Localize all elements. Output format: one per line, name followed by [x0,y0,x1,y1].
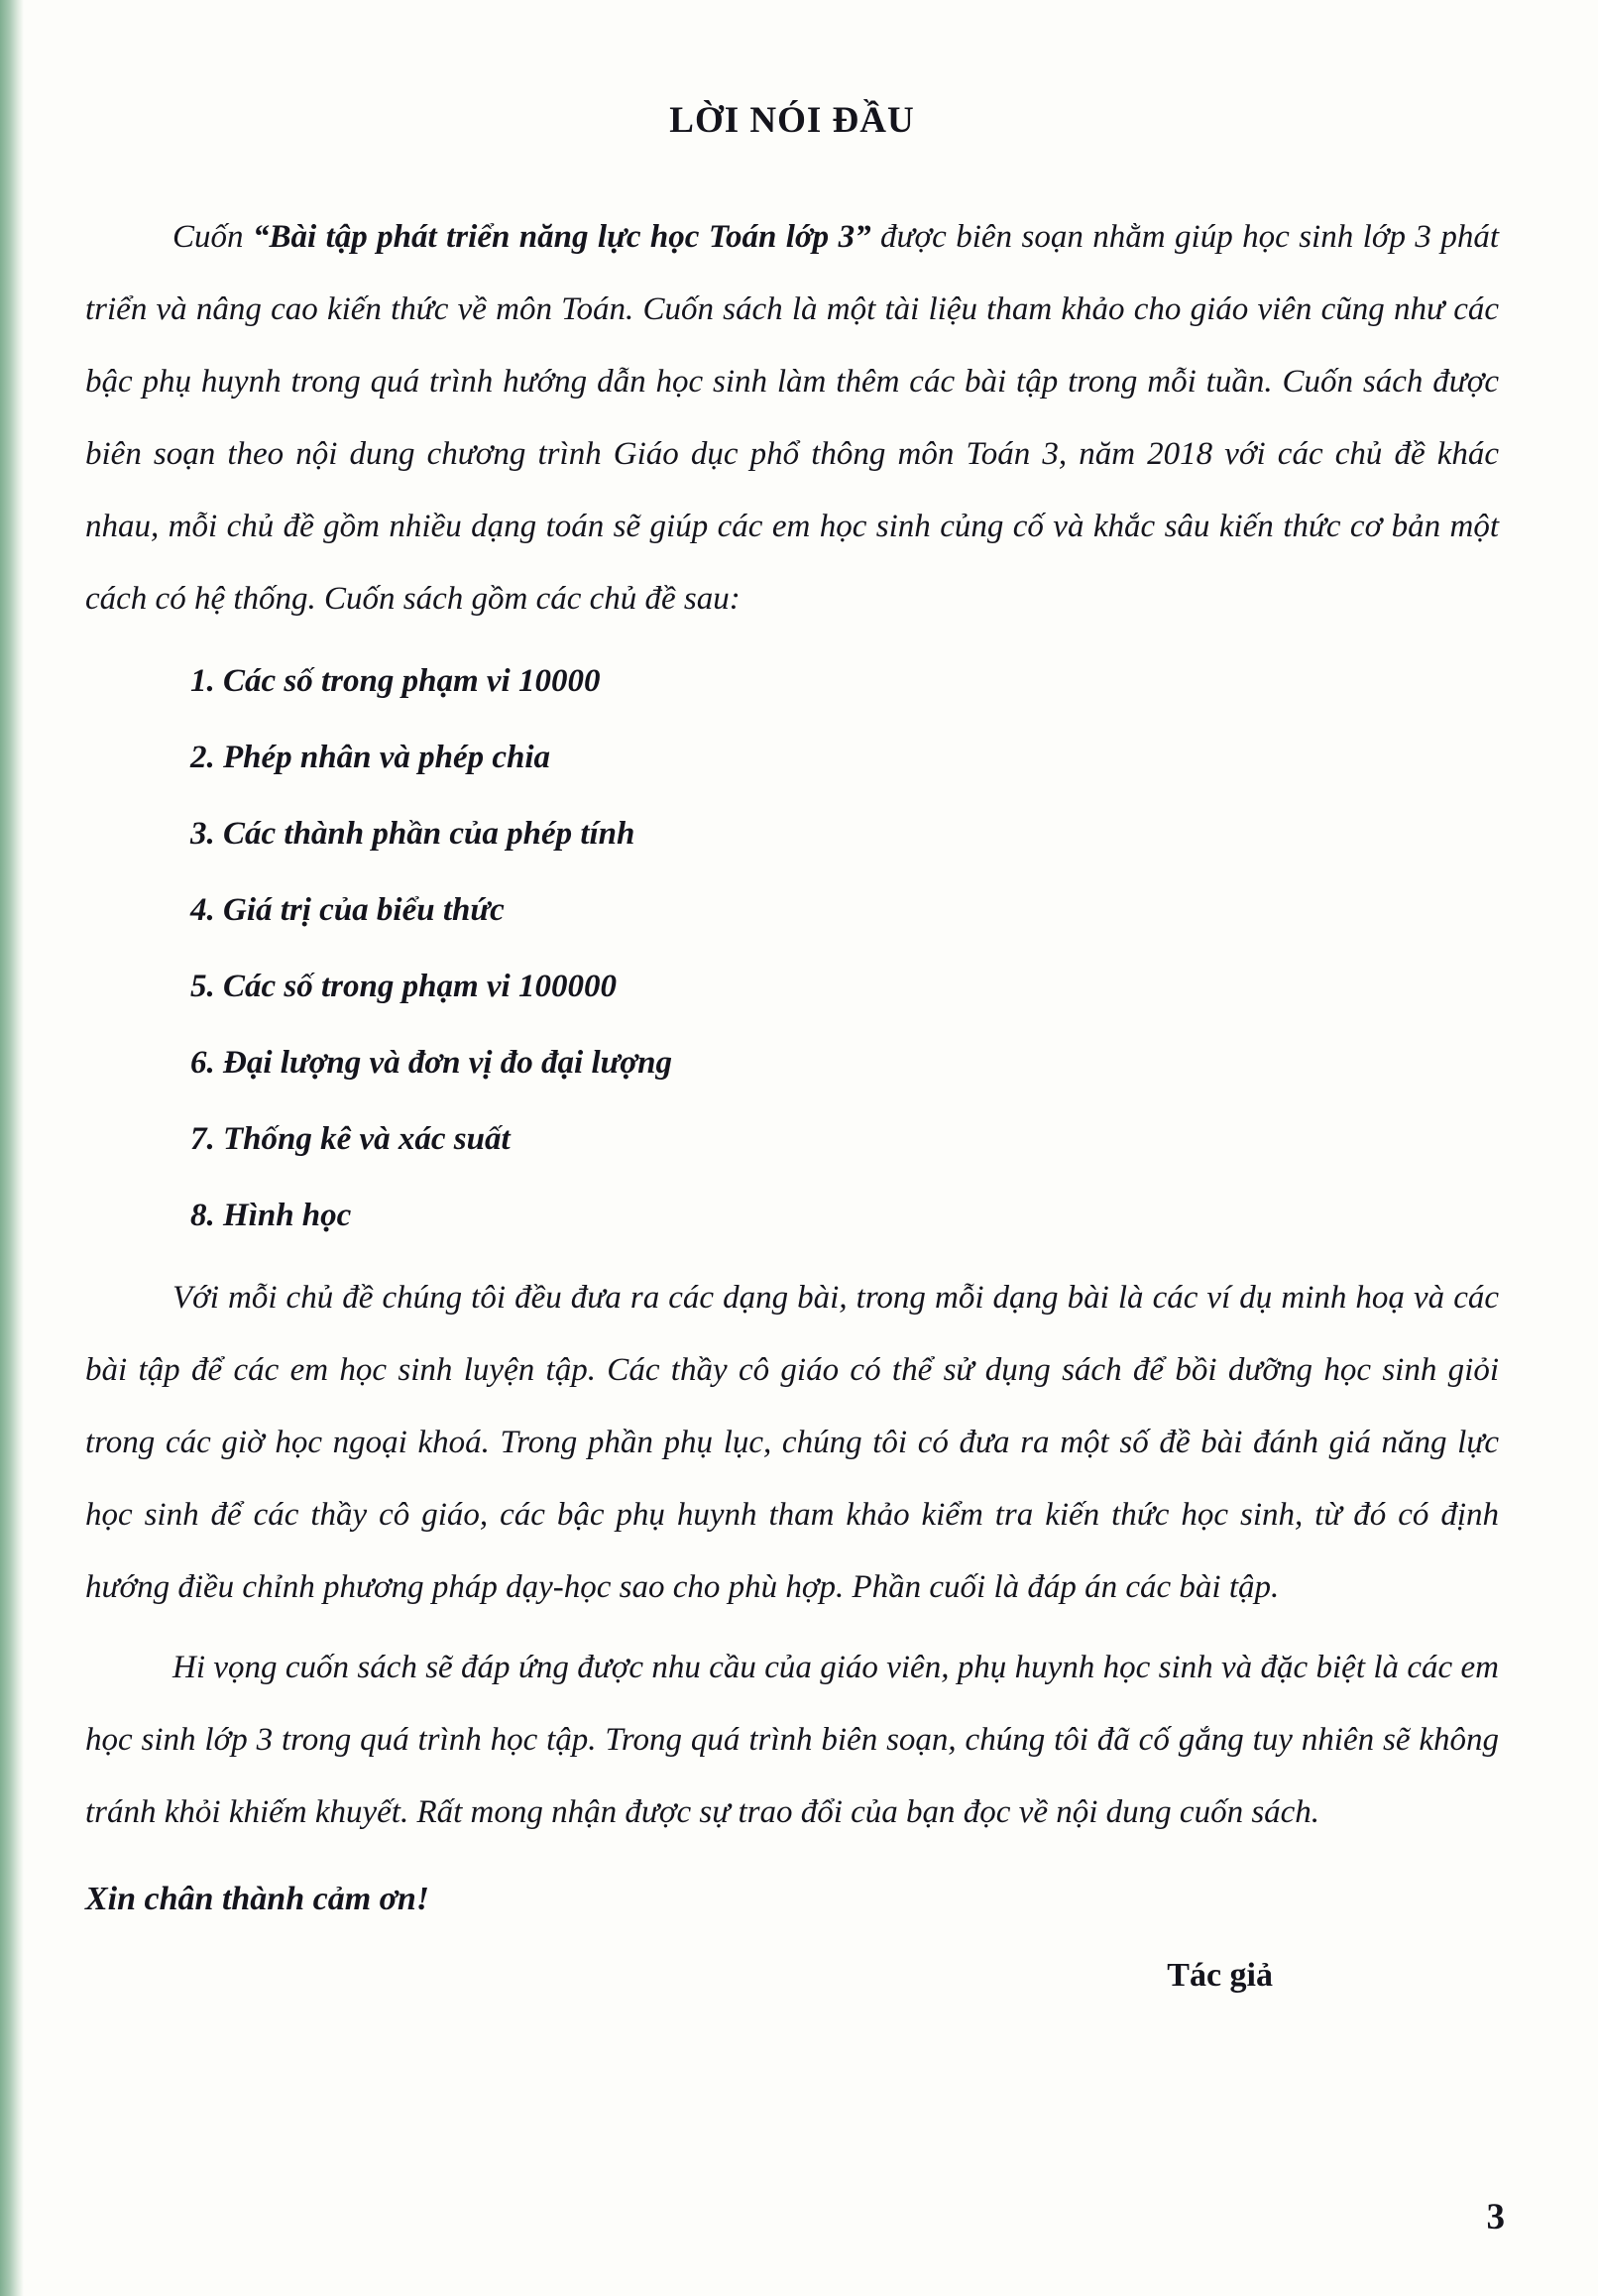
topic-list-item: 3. Các thành phần của phép tính [190,816,635,852]
topic-list-item: 7. Thống kê và xác suất [190,1121,511,1157]
topic-list-item: 1. Các số trong phạm vi 10000 [190,663,601,699]
intro-rest-text: được biên soạn nhằm giúp học sinh lớp 3 phát triển và nâng cao kiến thức về môn Toán. Cuốn sách là một tài liệu tham khảo cho giáo viên cũng như các bậc phụ huynh trong quá trình hướng dẫn học sinh làm thêm các bài tập trong mỗi tuần. Cuốn sách được biên soạn theo nội dung chương trình Giáo dục phổ thông môn Toán 3, năm 2018 với các chủ đề khác nhau, mỗi chủ đề gồm nhiều dạng toán sẽ giúp các em học sinh củng cố và khắc sâu kiến thức cơ bản một cách có hệ thống. Cuốn sách gồm các chủ đề sau: [85,219,1499,617]
paragraph-hope: Hi vọng cuốn sách sẽ đáp ứng được nhu cầu của giáo viên, phụ huynh học sinh và đặc biệt là các em học sinh lớp 3 trong quá trình học tập. Trong quá trình biên soạn, chúng tôi đã cố gắng tuy nhiên sẽ không tránh khỏi khiếm khuyết. Rất mong nhận được sự trao đổi của bạn đọc về nội dung cuốn sách. [85,1650,1499,1830]
paragraph-usage: Với mỗi chủ đề chúng tôi đều đưa ra các dạng bài, trong mỗi dạng bài là các ví dụ minh hoạ và các bài tập để các em học sinh luyện tập. Các thầy cô giáo có thể sử dụng sách để bồi dưỡng học sinh giỏi trong các giờ học ngoại khoá. Trong phần phụ lục, chúng tôi có đưa ra một số đề bài đánh giá năng lực học sinh để các thầy cô giáo, các bậc phụ huynh tham khảo kiểm tra kiến thức học sinh, từ đó có định hướng điều chỉnh phương pháp dạy-học sao cho phù hợp. Phần cuối là đáp án các bài tập. [85,1280,1499,1605]
paragraph-intro [85,201,1499,635]
scan-edge-decoration [0,0,24,2296]
topic-list [190,643,1499,1254]
closing-thanks: Xin chân thành cảm ơn! [85,1881,430,1917]
topic-list-item: 6. Đại lượng và đơn vị đo đại lượng [190,1045,672,1081]
author-signature: Tác giả [1167,1957,1273,1994]
topic-list-item: 2. Phép nhân và phép chia [190,740,551,775]
page-content [85,99,1499,1995]
topic-list-item: 8. Hình học [190,1198,352,1233]
page-title: LỜI NÓI ĐẦU [669,100,915,141]
topic-list-item: 5. Các số trong phạm vi 100000 [190,969,617,1004]
topic-list-item: 4. Giá trị của biểu thức [190,892,505,928]
book-title-text: “Bài tập phát triển năng lực học Toán lớp 3” [252,219,871,255]
page-number: 3 [1486,2197,1505,2238]
intro-lead-text: Cuốn [172,219,253,255]
